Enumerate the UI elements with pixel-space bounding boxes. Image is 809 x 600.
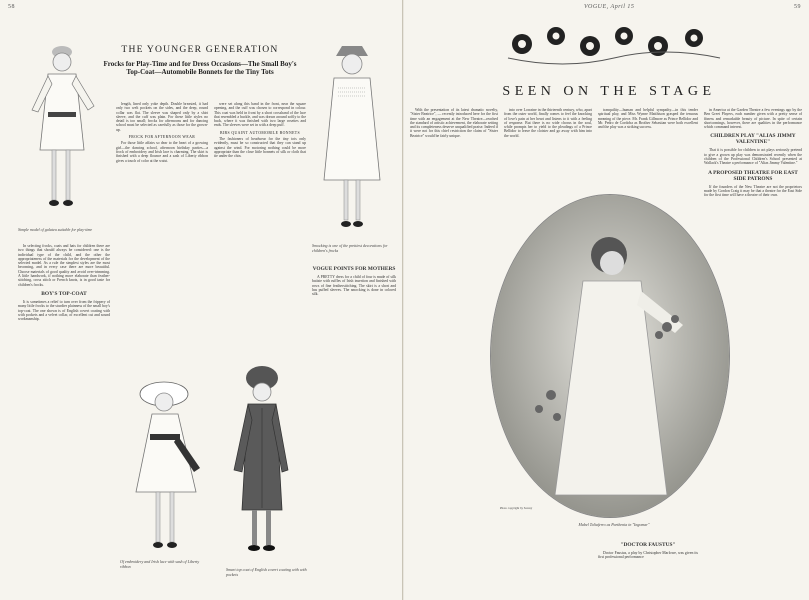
article-title: THE YOUNGER GENERATION <box>121 44 279 55</box>
r-col3-body: tranquility—human and helpful sympathy—in this tender spiritual play, and Miss Wynne Matthison grasped the tenuous meaning of the piece. Mr. Frank Gillmore as Prince Bellidor and Mr. Pedro de Cordoba as Brother Sebastian were both excellent and the play was a striking success. <box>598 108 698 130</box>
article-title: SEEN ON THE STAGE <box>502 84 716 99</box>
col1-body-2: It is sometimes a relief to turn over from the frippery of many little frocks to the sturdier plainness of the small boy's top-coat. The one shown is of English covert coating with with pockets and a velvet collar, of excellent cut and sound workmanship. <box>18 299 110 322</box>
actress-photo <box>490 194 730 518</box>
r-col4-body-3: If the founders of the New Theatre are not the proprietors made by Gordon Craig it may be that a theatre for the East Side for the first time will have a theatre of their own. <box>704 184 802 198</box>
left-page <box>0 0 403 600</box>
article-title-block <box>100 44 300 77</box>
col3-subhead: BIBS QUAINT AUTOMOBILE BONNETS <box>219 130 301 135</box>
caption-smocking: Smocking is one of the prettiest decorations for children's frocks <box>312 243 388 253</box>
caption-simple-model: Simple model of galatea suitable for play-time <box>18 227 93 232</box>
col1-body: In selecting frocks, coats and hats for children there are two things that should always be considered: one is the individual type of the child, and the other the appropriateness of the materials for the development of the selected model. As a rule the simplest styles are the most becoming, and in every case there are more beautiful. Choose materials of good quality and avoid over-trimming. A little handwork, if nothing more elaborate than feather-stitching, cross stitch or French knots, is in good taste for children's frocks. <box>18 244 110 287</box>
r-col4-subhead: CHILDREN PLAY "ALIAS JIMMY VALENTINE" <box>710 133 796 146</box>
r-col4-body-2: That it is possible for children to act plays seriously pretend to give a grown up play was demonstrated recently when the children of the Professional Children's School presented at Wallack's Theatre a performance of "Alias Jimmy Valentine." <box>704 148 802 166</box>
running-header: VOGUE, April 15 <box>584 4 635 10</box>
col3-body: were set along this band in the front, near the square opening, and the cuff was chosen to correspond in colour. This coat was held in front by a short crosshand of the lace that resembled a buckle, and was drawn around softly to the back, where it was finished with two large rosettes and ends. The sleeves were set in with a deep puff. <box>214 102 306 128</box>
photo-credit: Photo copyright by Sarony <box>500 506 533 510</box>
col4-body: A PRETTY dress for a child of four is made of silk batiste with ruffles of Irish insertion and finished with rows of fine featherstitching. The skirt is a short and has puffed sleeves. The smocking is done in colored silk. <box>312 275 396 297</box>
r-col2-body: into over Lorraine in the thirteenth century, who, apart from the outer world, finally comes to feel the knocking of love's pain at her heart and listens to it with a feeling of response. But there is no wide chorus in the soul, while prompts her to yield to the pleadings of a Prince Bellidor to leave the cloister and go away with him into the world. <box>504 108 592 138</box>
r-col4-subhead-2: A PROPOSED THEATRE FOR EAST SIDE PATRONS <box>708 169 798 182</box>
left-column-4 <box>312 262 396 596</box>
right-column-3 <box>598 108 698 192</box>
doctor-faustus-subhead: "DOCTOR FAUSTUS" <box>620 542 676 548</box>
col2-body-2: For those little affairs so dear to the heart of a growing girl—the dancing school, afternoon birthday parties—a frock of embroidery and Irish lace is charming. The skirt is finished with a deep flounce and a sash of Liberty ribbon gives a touch of color at the waist. <box>116 141 208 163</box>
col2-subhead: FROCK FOR AFTERNOON WEAR <box>128 135 196 140</box>
actress-photo-image <box>491 195 729 517</box>
girl-smocked-frock-illustration <box>310 40 400 240</box>
left-column-3 <box>214 102 306 358</box>
col2-body: length, lined only yoke depth. Double breasted, it had only two welt pockets on the sides, and the deep, round collar was flat. The sleeve was shaped only by a shirt sleeve, and the cuff was plain. For these little styles no detail is too small; frocks for afternoons and for dancing school must be selected as carefully as those for the grown-up. <box>116 102 208 132</box>
col1-subhead: BOY'S TOP-COAT <box>41 290 87 297</box>
right-column-1 <box>410 108 498 596</box>
right-page <box>404 0 809 600</box>
left-column-1 <box>18 244 110 596</box>
left-column-2 <box>116 102 208 372</box>
right-column-2 <box>504 108 592 192</box>
boy-topcoat-illustration <box>226 360 301 570</box>
caption-topcoat: Smart top coat of English covert coating with with pockets <box>226 567 307 577</box>
doctor-faustus-body: Doctor Faustus, a play by Christopher Marlowe, was given its first professional performance <box>598 551 698 560</box>
girl-embroidery-frock-illustration <box>118 372 213 572</box>
caption-embroidery: Of embroidery and Irish lace with sash of Liberty ribbon <box>120 559 200 569</box>
right-column-4 <box>704 108 802 596</box>
col3-body-2: The fashioners of headwear for the tiny tots only evidently, must be so constructed that they can stand up against the wind. For motoring nothing could be more appropriate than the close little bonnets of silk or cloth that tie under the chin. <box>214 137 306 159</box>
page-number: 59 <box>794 4 801 10</box>
girl-play-frock-illustration <box>14 40 114 220</box>
article-deck: Frocks for Play-Time and for Dress Occasions—The Small Boy's Top-Coat—Automobile Bonnets for the Tiny Tots <box>103 60 297 77</box>
floral-garland-decoration <box>504 22 724 70</box>
photo-caption: Mabel Taliaferro as Parthenia in "Ingomar" <box>578 522 650 527</box>
page-number: 58 <box>8 4 15 10</box>
right-bottom-block <box>598 538 698 596</box>
r-col4-body: in America at the Garden Theatre a few evenings ago by the Ben Greet Players, each number given with a pretty sense of fitness and remarkable beauty of picture. In spite of certain shortcomings, however, there are qualities in the performance which command interest. <box>704 108 802 130</box>
r-col1-body: With the presentation of its latest dramatic novelty, "Sister Beatrice", — recently introduced here for the first time with an engagement at the New Theatre—reached the standard of artistic achievement, the elaborate setting and its completeness deserve unqualified praise. Indeed if it were not for this chief restriction the claim of "Sister Beatrice" would be fairly unique. <box>410 108 498 138</box>
col4-subhead: VOGUE POINTS FOR MOTHERS <box>312 266 396 272</box>
